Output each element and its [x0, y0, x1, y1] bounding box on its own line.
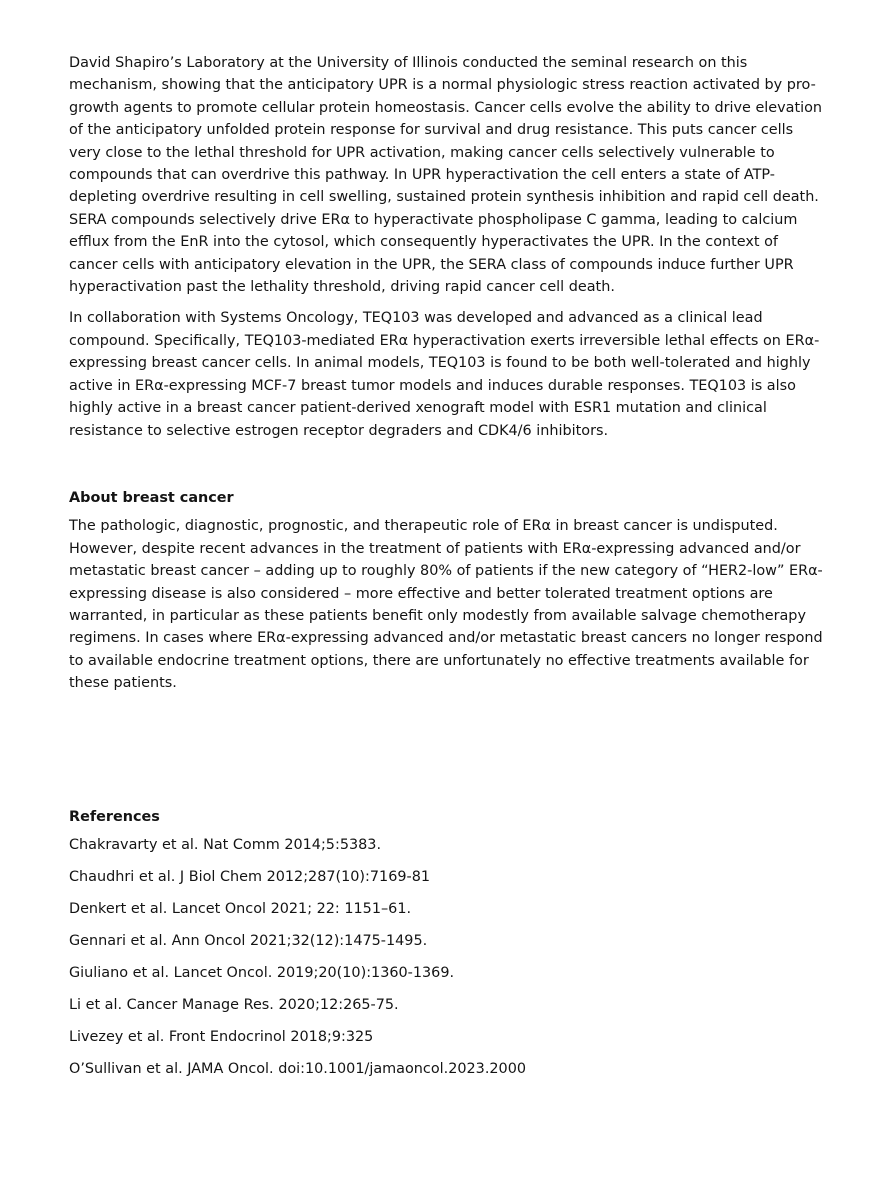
- reference-item: Giuliano et al. Lancet Oncol. 2019;20(10):1360-1369.: [69, 964, 455, 981]
- intro-paragraph-1: David Shapiro’s Laboratory at the University of Illinois conducted the seminal research on this mechanism, showing that the anticipatory UPR is a normal physiologic stress reaction activated by pro-growth agents to promote cellular protein homeostasis. Cancer cells evolve the ability to drive elevation of the anticipatory unfolded protein response for survival and drug resistance. This puts cancer cells very close to the lethal threshold for UPR activation, making cancer cells selectively vulnerable to compounds that can overdrive this pathway. In UPR hyperactivation the cell enters a state of ATP-depleting overdrive resulting in cell swelling, sustained protein synthesis inhibition and rapid cell death. SERA compounds selectively drive ERα to hyperactivate phospholipase C gamma, leading to calcium efflux from the EnR into the cytosol, which consequently hyperactivates the UPR. In the context of cancer cells with anticipatory elevation in the UPR, the SERA class of compounds induce further UPR hyperactivation past the lethality threshold, driving rapid cancer cell death.: [69, 55, 823, 296]
- about-breast-cancer-heading: About breast cancer: [69, 489, 234, 506]
- document-page: [69, 52, 829, 1090]
- reference-item: Gennari et al. Ann Oncol 2021;32(12):1475-1495.: [69, 932, 428, 949]
- reference-item: Denkert et al. Lancet Oncol 2021; 22: 1151–61.: [69, 900, 412, 917]
- intro-paragraph-2: In collaboration with Systems Oncology, TEQ103 was developed and advanced as a clinical lead compound. Specifically, TEQ103-mediated ERα hyperactivation exerts irreversible lethal effects on ERα-expressing breast cancer cells. In animal models, TEQ103 is found to be both well-tolerated and highly active in ERα-expressing MCF-7 breast tumor models and induces durable responses. TEQ103 is also highly active in a breast cancer patient-derived xenograft model with ESR1 mutation and clinical resistance to selective estrogen receptor degraders and CDK4/6 inhibitors.: [69, 310, 820, 439]
- reference-item: O’Sullivan et al. JAMA Oncol. doi:10.1001/jamaoncol.2023.2000: [69, 1060, 527, 1077]
- reference-item: Livezey et al. Front Endocrinol 2018;9:325: [69, 1028, 374, 1045]
- reference-item: Chaudhri et al. J Biol Chem 2012;287(10):7169-81: [69, 868, 431, 885]
- references-heading: References: [69, 808, 160, 825]
- reference-item: Li et al. Cancer Manage Res. 2020;12:265-75.: [69, 996, 399, 1013]
- reference-item: Chakravarty et al. Nat Comm 2014;5:5383.: [69, 836, 382, 853]
- references-list: [69, 834, 829, 1080]
- about-breast-cancer-body: The pathologic, diagnostic, prognostic, and therapeutic role of ERα in breast cancer is undisputed. However, despite recent advances in the treatment of patients with ERα-expressing advanced and/or metastatic breast cancer – adding up to roughly 80% of patients if the new category of “HER2-low” ERα-expressing disease is also considered – more effective and better tolerated treatment options are warranted, in particular as these patients benefit only modestly from available salvage chemotherapy regimens. In cases where ERα-expressing advanced and/or metastatic breast cancers no longer respond to available endocrine treatment options, there are unfortunately no effective treatments available for these patients.: [69, 518, 823, 692]
